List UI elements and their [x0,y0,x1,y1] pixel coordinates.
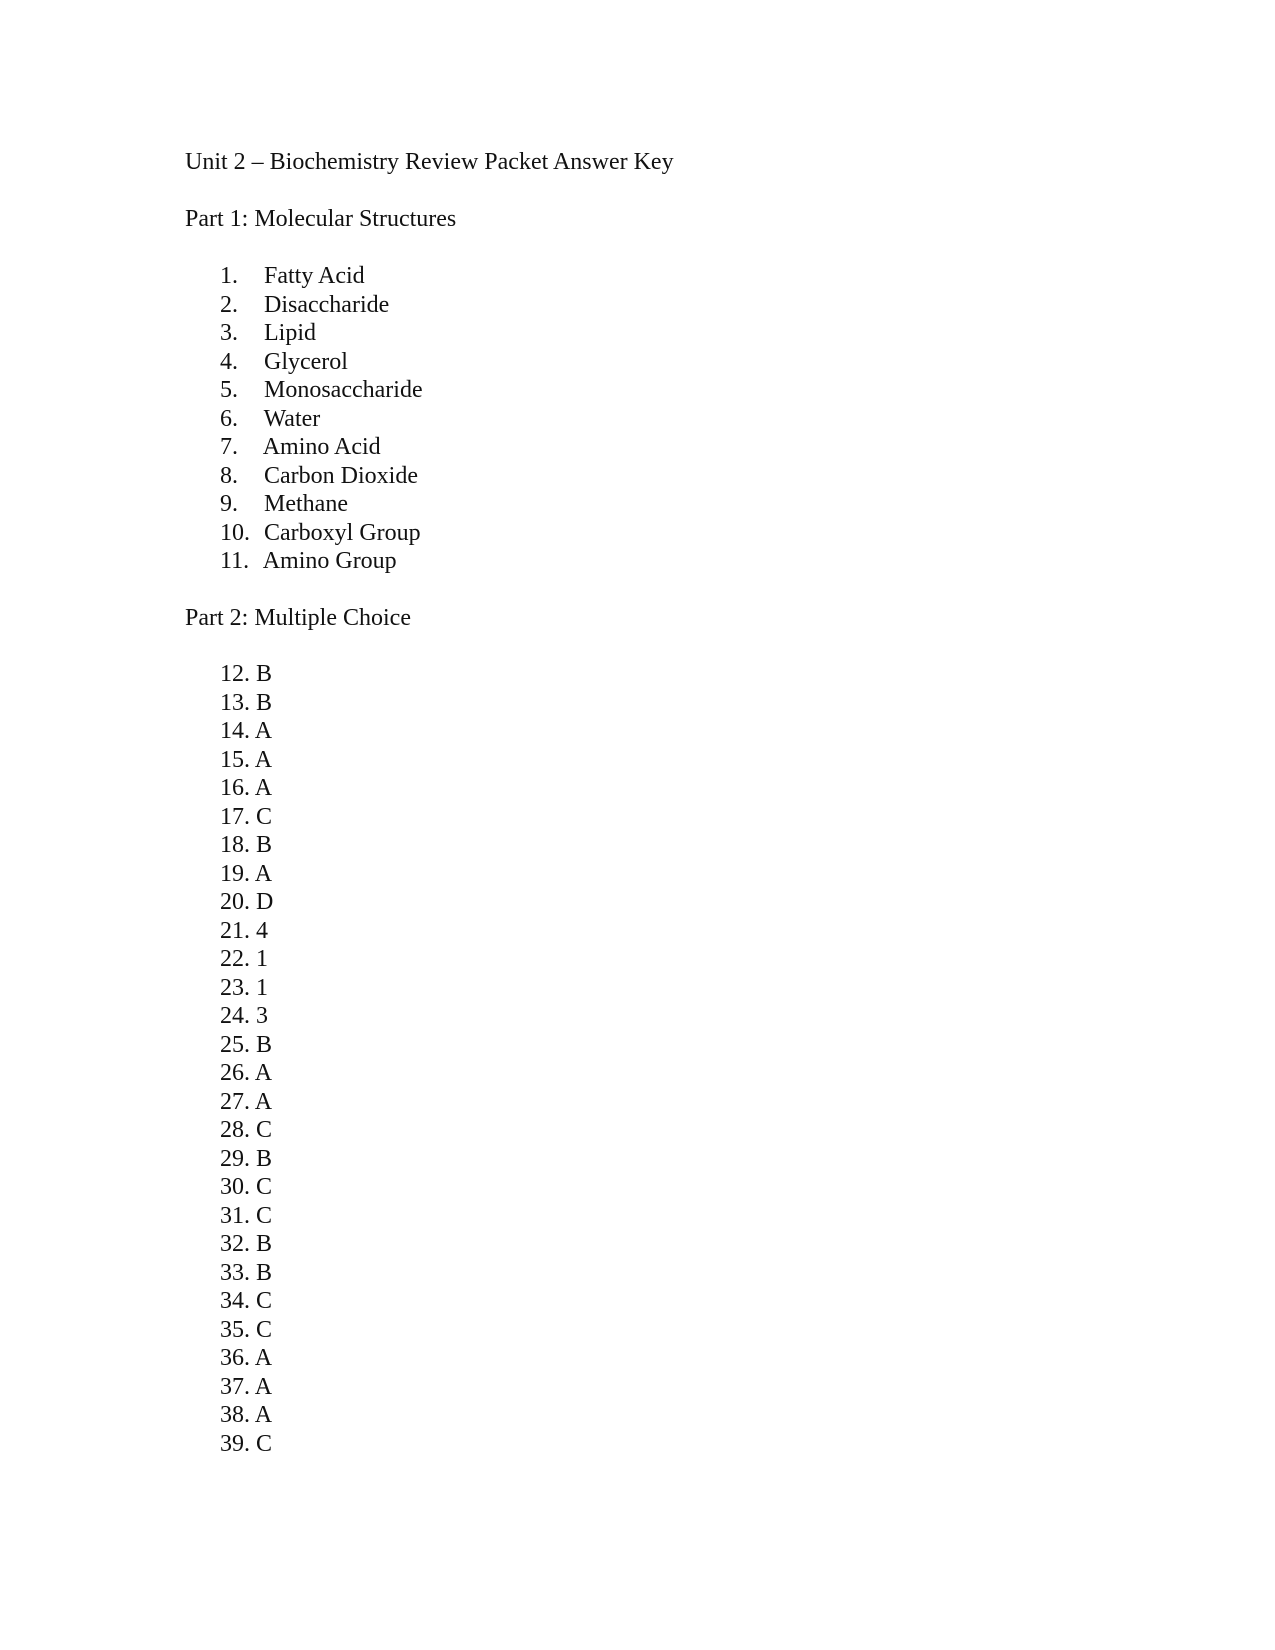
answer-text: A [254,1088,273,1115]
answer-number: 12. [220,661,250,687]
answer-number: 24. [220,1003,250,1029]
answer-number: 25. [220,1031,250,1058]
answer-text: Methane [264,491,348,517]
answer-item [220,433,423,462]
answer-text: A [254,775,273,801]
answer-item [220,376,423,405]
answer-item [220,1401,273,1430]
answer-number: 11. [220,548,250,574]
answer-text: B [256,832,273,858]
answer-item [220,746,273,775]
answer-number: 13. [220,689,250,716]
answer-text: Lipid [264,320,316,346]
answer-text: 3 [256,1003,268,1029]
answer-text: A [254,1373,273,1400]
answer-text: Amino Group [262,548,397,574]
answer-number: 22. [220,946,250,972]
answer-item [220,831,273,860]
answer-number: 10. [220,519,250,546]
answer-item [220,319,423,348]
answer-text: Carbon Dioxide [264,462,418,489]
answer-item [220,1287,273,1316]
answer-text: C [256,1174,273,1200]
answer-item [220,291,423,320]
answer-number: 14. [220,718,250,744]
answer-number: 29. [220,1145,250,1172]
answer-number: 2. [220,291,238,318]
answer-item [220,660,273,689]
answer-item [220,405,423,434]
answer-item [220,1430,273,1459]
answer-number: 30. [220,1174,250,1200]
answer-text: 4 [256,917,268,944]
answer-item [220,974,273,1003]
answer-number: 34. [220,1288,250,1314]
answer-text: B [256,1031,273,1058]
answer-item [220,519,423,548]
answer-number: 38. [220,1402,250,1428]
answer-number: 7. [220,434,238,460]
answer-number: 16. [220,775,250,801]
answer-number: 9. [220,491,238,517]
answer-text: D [256,889,274,915]
answer-text: A [254,1345,273,1371]
answer-item [220,1116,273,1145]
answer-text: Disaccharide [264,291,390,318]
answer-number: 15. [220,746,250,773]
answer-item [220,1202,273,1231]
answer-item [220,547,423,576]
answer-number: 32. [220,1231,250,1257]
answer-text: Glycerol [264,348,348,375]
answer-text: Fatty Acid [264,263,365,289]
answer-text: A [254,860,273,887]
answer-text: C [256,1316,273,1343]
answer-text: A [254,1060,273,1086]
answer-text: 1 [256,946,268,972]
answer-number: 35. [220,1316,250,1343]
answer-text: C [256,1288,273,1314]
answer-item [220,1059,273,1088]
answer-item [220,860,273,889]
answer-item [220,803,273,832]
answer-item [220,774,273,803]
answer-text: 1 [256,974,268,1001]
answer-text: C [256,1430,273,1457]
answer-text: Water [263,405,321,432]
answer-text: Amino Acid [262,434,381,460]
answer-number: 6. [220,405,238,432]
answer-item [220,262,423,291]
part1-heading: Part 1: Molecular Structures [185,206,457,232]
page-title: Unit 2 – Biochemistry Review Packet Answer Key [185,149,674,175]
answer-number: 4. [220,348,238,375]
answer-number: 23. [220,974,250,1001]
answer-item [220,1373,273,1402]
answer-number: 20. [220,889,250,915]
answer-number: 18. [220,832,250,858]
answer-text: B [256,1231,273,1257]
answer-text: Carboxyl Group [264,519,421,546]
answer-number: 26. [220,1060,250,1086]
answer-item [220,1344,273,1373]
answer-text: C [256,1117,273,1143]
part2-answer-list [220,660,273,1458]
answer-item [220,917,273,946]
answer-number: 21. [220,917,250,944]
answer-item [220,1002,273,1031]
answer-text: A [254,746,273,773]
answer-item [220,490,423,519]
answer-number: 17. [220,803,250,830]
answer-number: 37. [220,1373,250,1400]
answer-text: B [256,1259,273,1286]
answer-number: 31. [220,1202,250,1229]
answer-number: 8. [220,462,238,489]
answer-text: B [256,661,273,687]
answer-text: A [254,718,273,744]
answer-item [220,1259,273,1288]
answer-item [220,888,273,917]
answer-number: 33. [220,1259,250,1286]
answer-number: 27. [220,1088,250,1115]
answer-item [220,1230,273,1259]
answer-number: 5. [220,377,238,403]
answer-number: 1. [220,263,238,289]
answer-number: 39. [220,1430,250,1457]
answer-text: A [254,1402,273,1428]
part1-answer-list [220,262,423,576]
answer-text: B [256,689,273,716]
answer-item [220,1088,273,1117]
answer-item [220,1173,273,1202]
answer-number: 19. [220,860,250,887]
answer-item [220,1316,273,1345]
answer-number: 36. [220,1345,250,1371]
answer-text: B [256,1145,273,1172]
answer-number: 3. [220,320,238,346]
answer-item [220,1031,273,1060]
answer-text: C [256,1202,273,1229]
part2-heading: Part 2: Multiple Choice [185,605,411,631]
answer-item [220,462,423,491]
answer-number: 28. [220,1117,250,1143]
answer-item [220,1145,273,1174]
answer-item [220,717,273,746]
answer-item [220,945,273,974]
answer-text: C [256,803,273,830]
answer-item [220,689,273,718]
answer-item [220,348,423,377]
answer-text: Monosaccharide [264,377,423,403]
